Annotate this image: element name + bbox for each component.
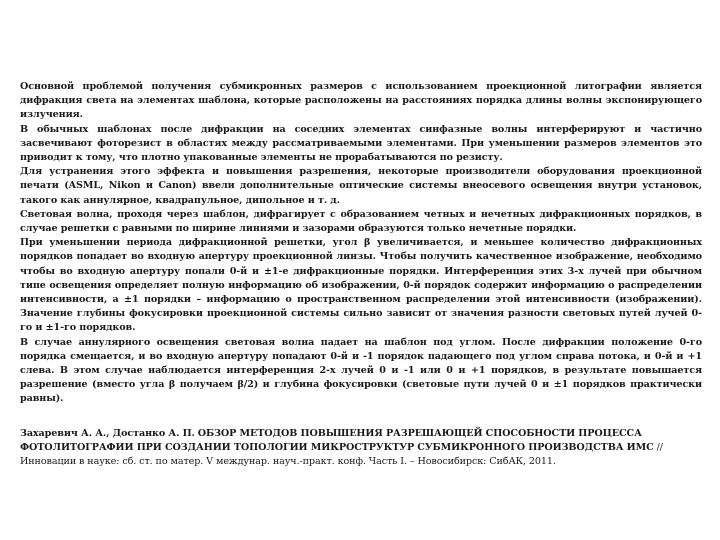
reference-source: // Инновации в науке: сб. ст. по матер. V междунар. науч.-практ. конф. Часть I. – Новосибирск: СибАК, 2011. <box>20 441 663 467</box>
paragraph-2: В обычных шаблонах после дифракции на соседних элементах синфазные волны интерферируют и частично засвечивают фоторезист в областях между рассматриваемыми элементами. При уменьшении размеров элементов это приводит к тому, что плотно упакованные элементы не прорабатываются по резисту. <box>20 123 702 164</box>
paragraph-5: При уменьшении периода дифракционной решетки, угол β увеличивается, и меньшее количество дифракционных порядков попадает во входную апертуру проекционной линзы. Чтобы получить качественное изображение, необходимо чтобы во входную апертуру попали 0-й и ±1-е дифракционные порядки. Интерференция этих 3-х лучей при обычном типе освещения определяет полную информацию об изображении, 0-й порядок содержит информацию о распределении интенсивности, а ±1 порядки – информацию о пространственном распределении этой интенсивности (изображении). Значение глубины фокусировки проекционной системы сильно зависит от значения разности световых путей лучей 0-го и ±1-го порядков. <box>20 237 702 334</box>
reference-authors: Захаревич А. А., Достанко А. П. <box>20 427 195 439</box>
paragraph-4: Световая волна, проходя через шаблон, дифрагирует с образованием четных и нечетных дифракционных порядков, в случае решетки с равными по ширине линиями и зазорами образуются только нечетные порядки. <box>20 208 702 235</box>
reference-citation <box>20 427 702 469</box>
reference-title: ОБЗОР МЕТОДОВ ПОВЫШЕНИЯ РАЗРЕШАЮЩЕЙ СПОСОБНОСТИ ПРОЦЕССА ФОТОЛИТОГРАФИИ ПРИ СОЗДАНИИ ТОПОЛОГИИ МИКРОСТРУКТУР СУБМИКРОННОГО ПРОИЗВОДСТВА ИМС <box>20 427 654 453</box>
paragraph-6: В случае аннулярного освещения световая волна падает на шаблон под углом. После дифракции положение 0-го порядка смещается, и во входную апертуру попадают 0-й и -1 порядок падающего под углом справа потока, и 0-й и +1 слева. В этом случае наблюдается интерференция 2-х лучей 0 и -1 или 0 и +1 порядков, в результате повышается разрешение (вместо угла β получаем β/2) и глубина фокусировки (световые пути лучей 0 и ±1 порядков практически равны). <box>20 336 702 405</box>
paragraph-3: Для устранения этого эффекта и повышения разрешения, некоторые производители оборудования проекционной печати (ASML, Nikon и Canon) ввели дополнительные оптические системы внеосевого освещения внутри установок, такого как аннулярное, квадрапульное, дипольное и т. д. <box>20 166 702 206</box>
document-page <box>20 80 702 469</box>
paragraph-1: Основной проблемой получения субмикронных размеров с использованием проекционной литографии является дифракция света на элементах шаблона, которые расположены на расстояниях порядка длины волны экспонирующего излучения. <box>20 81 702 121</box>
